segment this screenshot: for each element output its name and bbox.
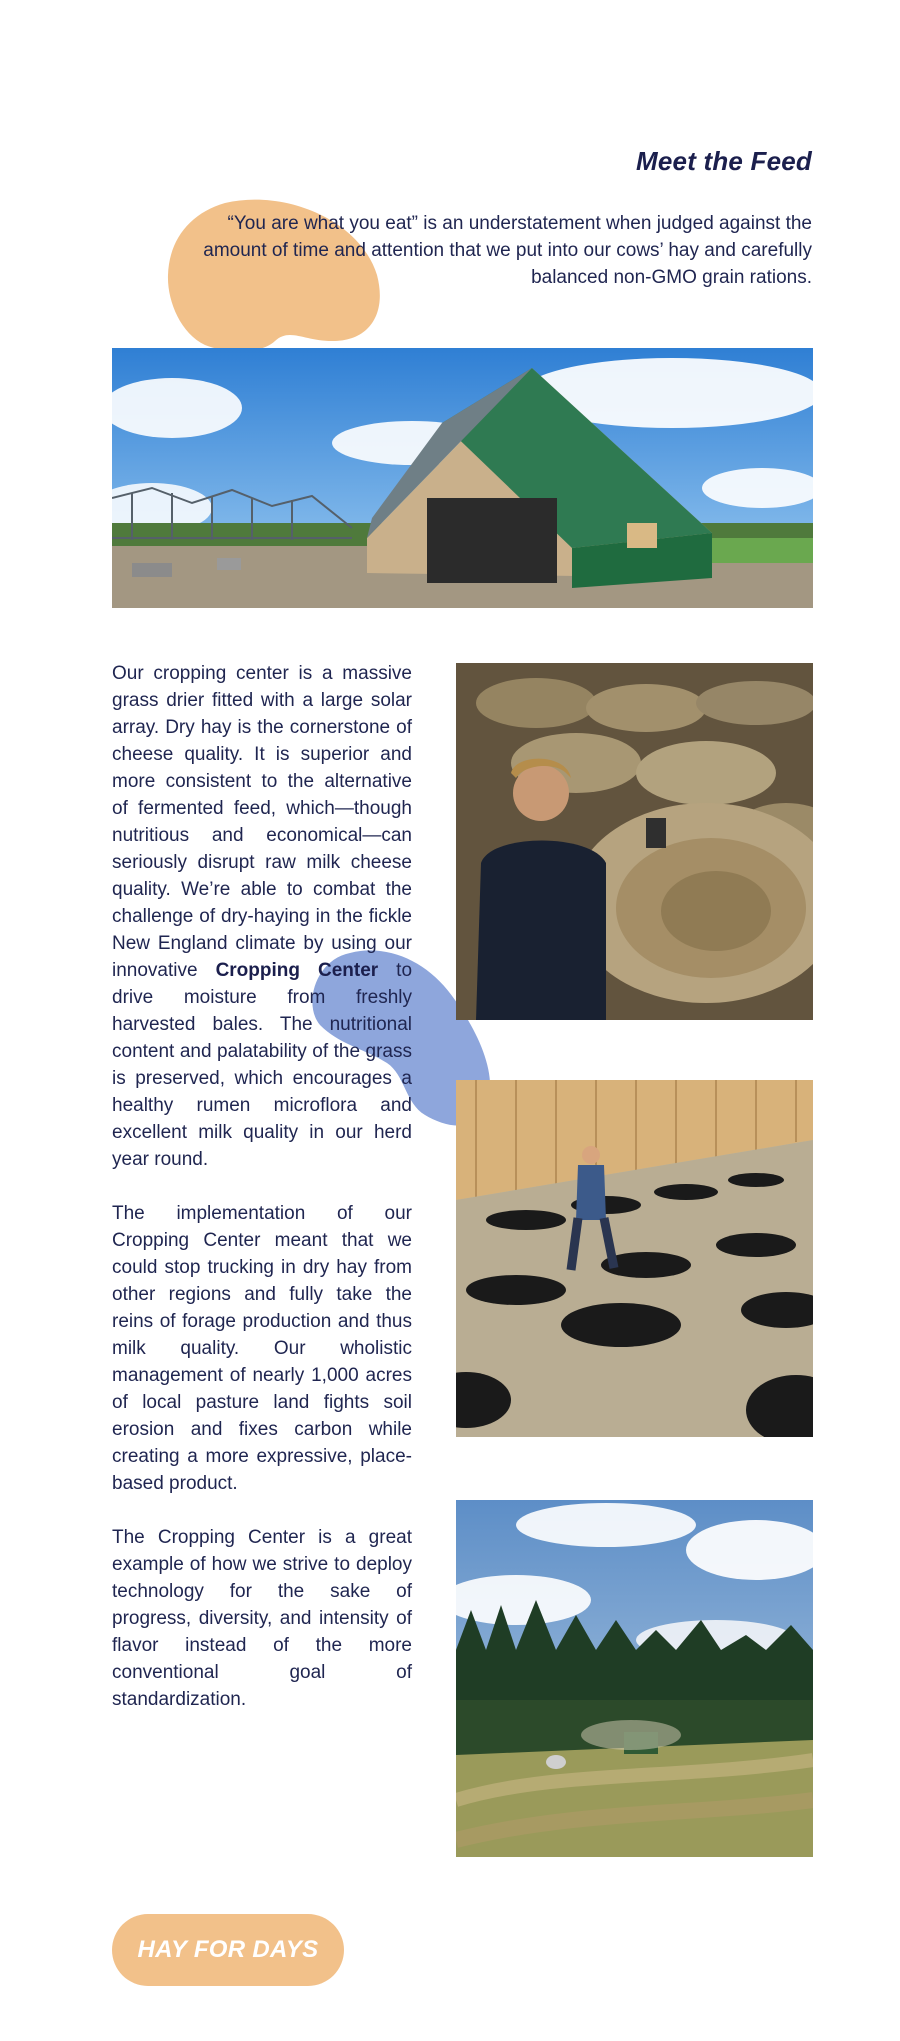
hay-bales-photo [456, 663, 813, 1020]
paragraph-2: The implementation of our Cropping Center meant that we could stop trucking in dry hay from other regions and fully take the reins of forage production and thus milk quality. Our wholistic management of nearly 1,000 acres of local pasture land fights soil erosion and fixes carbon while creating a more expressive, place-based product. [112, 1203, 412, 1494]
hay-field-photo [456, 1500, 813, 1857]
intro-text: “You are what you eat” is an understatement when judged against the amount of time and attention that we put into our cows’ hay and carefully balanced non-GMO grain rations. [203, 213, 812, 288]
drying-floor-photo [456, 1080, 813, 1437]
barn-photo [112, 348, 813, 608]
paragraph-3: The Cropping Center is a great example of how we strive to deploy technology for the sake of progress, diversity, and intensity of flavor instead of the more conventional goal of standardization. [112, 1527, 412, 1710]
paragraph-1-text-b: to drive moisture from freshly harvested bales. The nutritional content and palatability of the grass is preserved, which encourages a healthy rumen microflora and excellent milk quality in our herd year round. [112, 960, 413, 1170]
cropping-center-emphasis: Cropping Center [215, 960, 379, 981]
body-column [112, 660, 412, 1740]
page-title: Meet the Feed [636, 146, 812, 176]
paragraph-1-text-a: Our cropping center is a massive grass drier fitted with a large solar array. Dry hay is the cornerstone of cheese quality. It is superior and more consistent to the alternative of fermented feed, which—though nutritious and economical—can seriously disrupt raw milk cheese quality. We’re able to combat the challenge of dry-haying in the fickle New England climate by using our innovative [112, 663, 412, 981]
paragraph-1 [112, 660, 412, 1173]
hay-for-days-button[interactable]: HAY FOR DAYS [112, 1914, 344, 1986]
